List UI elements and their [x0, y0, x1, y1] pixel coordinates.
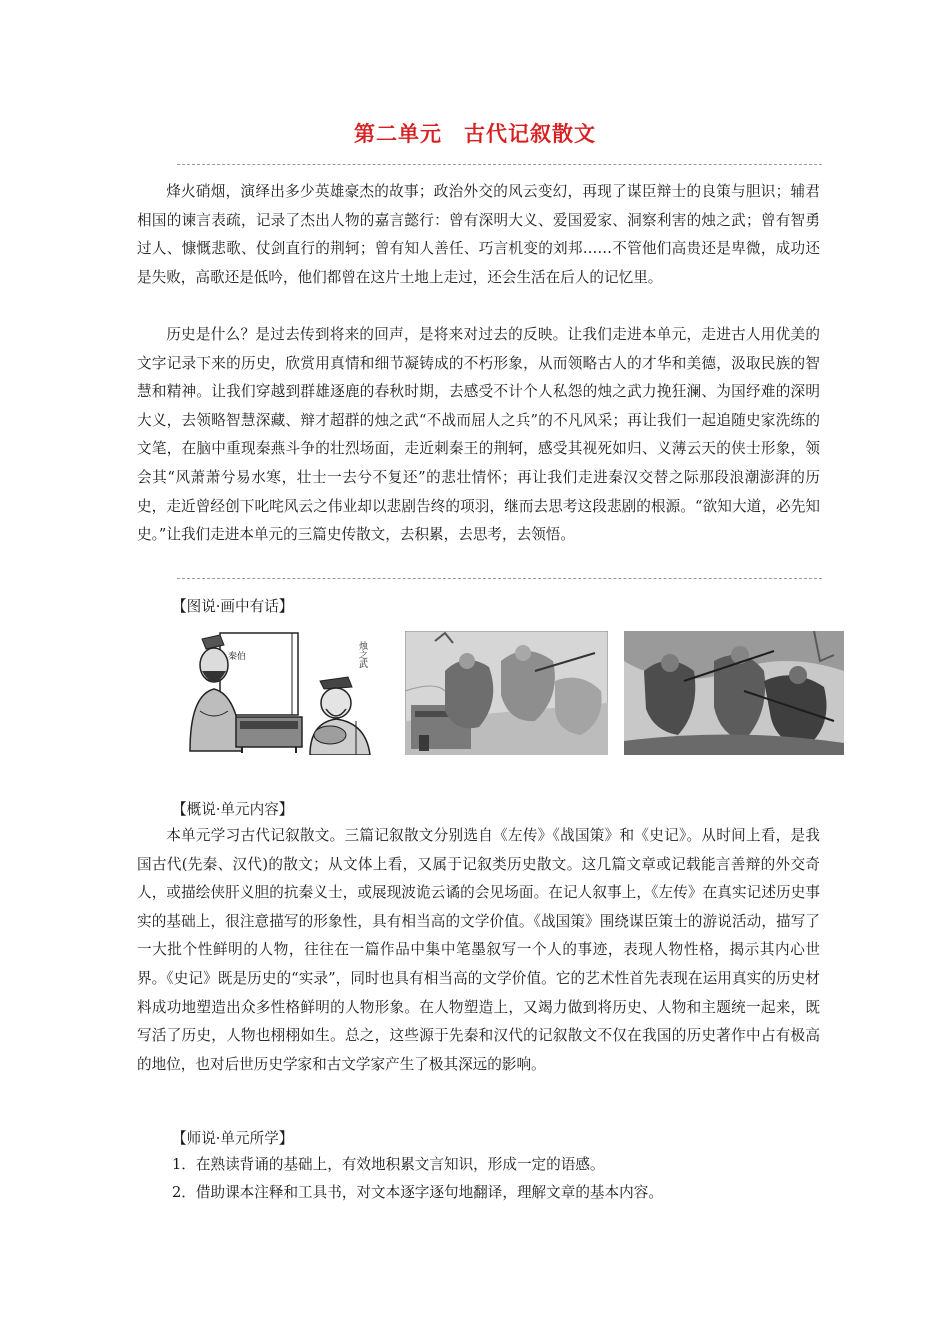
intro-paragraph-1: 烽火硝烟，演绎出多少英雄豪杰的故事；政治外交的风云变幻，再现了谋臣辩士的良策与胆识；辅君相国的谏言表疏，记录了杰出人物的嘉言懿行：曾有深明大义、爱国爱家、洞察利害的烛之武；曾有智勇过人、慷慨悲歌、仗剑直行的荆轲；曾有知人善任、巧言机变的刘邦……不管他们高贵还是卑微，成功还是失败，高歌还是低吟，他们都曾在这片土地上走过，还会生活在后人的记忆里。 — [137, 183, 820, 286]
section-heading-goals: 【师说·单元所学】 — [172, 1130, 294, 1147]
top-divider — [177, 164, 822, 165]
illustration-battle-scene — [624, 631, 844, 755]
illustration-jingke-painting — [405, 631, 608, 755]
figure-label-qinbo: 秦伯 — [228, 652, 247, 662]
overview-paragraph: 本单元学习古代记叙散文。三篇记叙散文分别选自《左传》《战国策》和《史记》。从时间上看，是我国古代(先秦、汉代)的散文；从文体上看，又属于记叙类历史散文。这几篇文章或记载能言善辩的外交奇人，或描绘侠肝义胆的抗秦义士，或展现波诡云谲的会见场面。在记人叙事上，《左传》在真实记述历史事实的基础上，很注意描写的形象性，具有相当高的文学价值。《战国策》围绕谋臣策士的游说活动，描写了一大批个性鲜明的人物，往往在一篇作品中集中笔墨叙写一个人的事迹，表现人物性格，揭示其内心世界。《史记》既是历史的“实录”，同时也具有相当高的文学价值。它的艺术性首先表现在运用真实的历史材料成功地塑造出众多性格鲜明的人物形象。在人物塑造上，又竭力做到将历史、人物和主题统一起来，既写活了历史，人物也栩栩如生。总之，这些源于先秦和汉代的记叙散文不仅在我国的历史著作中占有极高的地位，也对后世历史学家和古文学家产生了极其深远的影响。 — [137, 827, 820, 1073]
intro-paragraph-2: 历史是什么？是过去传到将来的回声，是将来对过去的反映。让我们走进本单元，走进古人用优美的文字记录下来的历史，欣赏用真情和细节凝铸成的不朽形象，从而领略古人的才华和美德，汲取民族的智慧和精神。让我们穿越到群雄逐鹿的春秋时期，去感受不计个人私怨的烛之武力挽狂澜、为国纾难的深明大义，去领略智慧深藏、辩才超群的烛之武“不战而屈人之兵”的不凡风采；再让我们一起追随史家洗练的文笔，在脑中重现秦燕斗争的壮烈场面，走近刺秦王的荆轲，感受其视死如归、义薄云天的侠士形象，领会其“风萧萧兮易水寒，壮士一去兮不复还”的悲壮情怀；再让我们走进秦汉交替之际那段浪潮澎湃的历史，走近曾经创下叱咤风云之伟业却以悲剧告终的项羽，继而去思考这段悲剧的根源。“欲知大道，必先知史。”让我们走进本单元的三篇史传散文，去积累，去思考，去领悟。 — [137, 326, 820, 544]
unit-title: 第二单元 古代记叙散文 — [354, 121, 596, 146]
goal-item-1: 1．在熟读背诵的基础上，有效地积累文言知识，形成一定的语感。 — [172, 1156, 605, 1173]
section-heading-overview: 【概说·单元内容】 — [172, 801, 294, 818]
figure-label-zhuzhiwu: 烛之武 — [357, 641, 367, 668]
bottom-divider — [177, 578, 822, 579]
section-heading-pictures: 【图说·画中有话】 — [172, 598, 294, 615]
goal-item-2: 2．借助课本注释和工具书，对文本逐字逐句地翻译，理解文章的基本内容。 — [172, 1184, 663, 1201]
illustration-qinbo-zhuzhiwu — [180, 631, 390, 755]
